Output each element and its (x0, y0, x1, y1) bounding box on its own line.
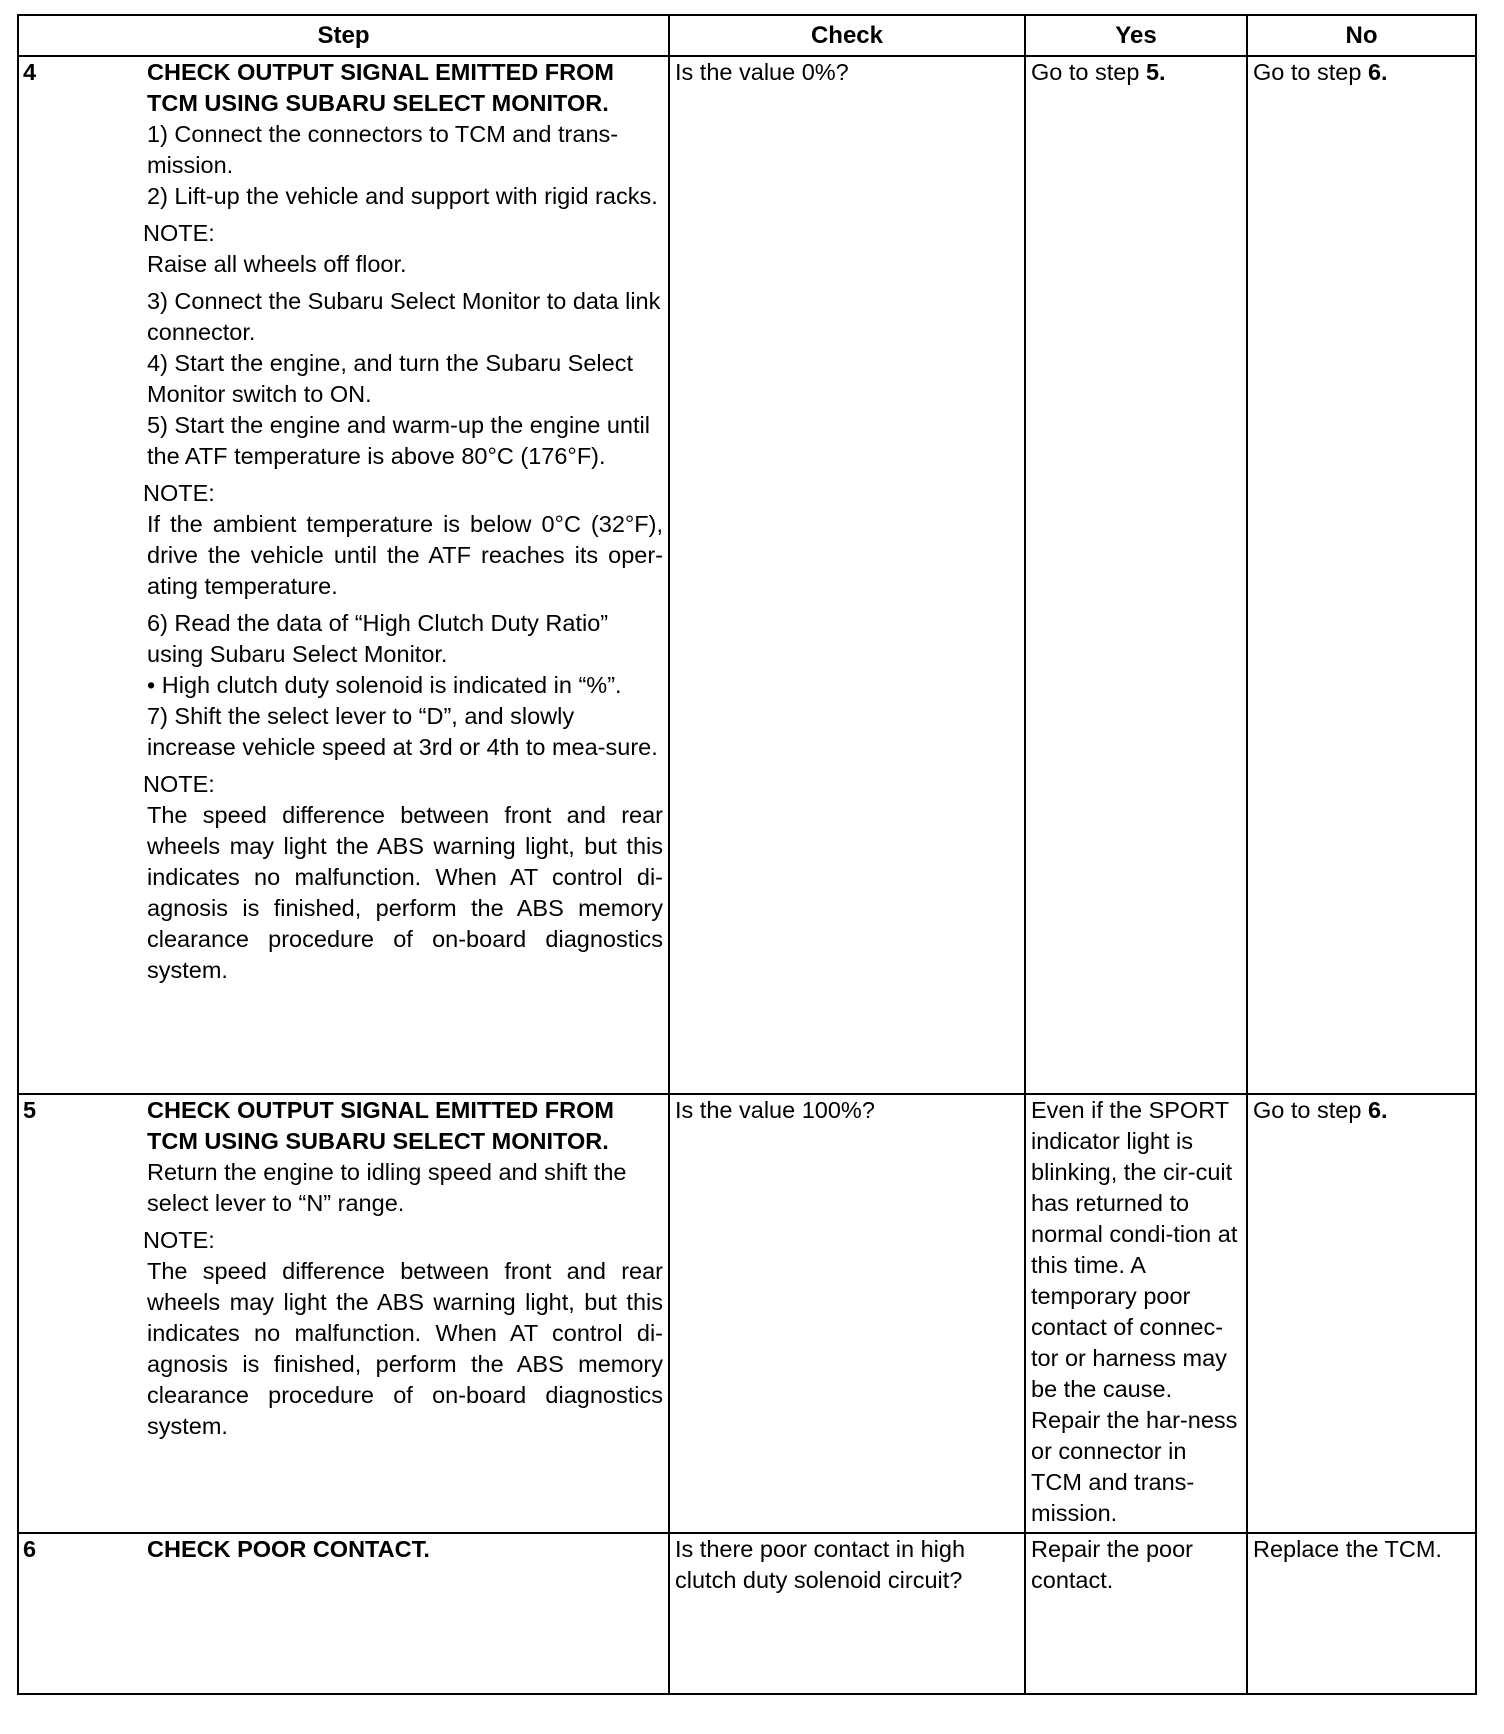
note-label: NOTE: (143, 220, 215, 246)
check-cell (669, 56, 1025, 1094)
yes-text: Even if the SPORT indicator light is blinking, the cir-cuit has returned to normal condi-tion at this time. A temporary poor contact of connec-tor or harness may be the cause. Repair the har-ness or connector in TCM and trans-mission. (1031, 1097, 1238, 1526)
no-text (1248, 57, 1475, 88)
step-number: 5 (23, 1097, 37, 1123)
yes-cell (1025, 1094, 1247, 1533)
step-cell (18, 56, 669, 1094)
note-label: NOTE: (143, 480, 215, 506)
step-title: CHECK OUTPUT SIGNAL EMITTED FROM TCM USING SUBARU SELECT MONITOR. (147, 59, 614, 116)
note-text: Raise all wheels off floor. (147, 251, 407, 277)
header-no: No (1247, 15, 1476, 56)
step-instruction: 1) Connect the connectors to TCM and trans-mission. (147, 121, 619, 178)
step-cell (18, 1533, 669, 1694)
note-label: NOTE: (143, 771, 215, 797)
note-text: The speed difference between front and rear wheels may light the ABS warning light, but this indicates no malfunction. When AT control di-agnosis is finished, perform the ABS memory clearance procedure of on-board diagnostics system. (147, 1258, 663, 1439)
table-header-row (18, 15, 1476, 56)
check-cell (669, 1533, 1025, 1694)
yes-text: Repair the poor contact. (1031, 1536, 1193, 1593)
header-step: Step (18, 15, 669, 56)
no-step-ref: 6. (1367, 1097, 1388, 1123)
no-text (1248, 1095, 1475, 1126)
step-instruction: 2) Lift-up the vehicle and support with rigid racks. (147, 183, 658, 209)
no-step-ref: 6. (1367, 59, 1388, 85)
note-label: NOTE: (143, 1227, 215, 1253)
table-row (18, 1094, 1476, 1533)
step-title: CHECK POOR CONTACT. (147, 1536, 430, 1562)
table-row (18, 56, 1476, 1094)
no-cell (1247, 1094, 1476, 1533)
note-text: The speed difference between front and rear wheels may light the ABS warning light, but this indicates no malfunction. When AT control di-agnosis is finished, perform the ABS memory clearance procedure of on-board diagnostics system. (147, 802, 663, 983)
no-cell (1247, 1533, 1476, 1694)
table-row (18, 1533, 1476, 1694)
step-number: 6 (23, 1536, 37, 1562)
step-instruction: 5) Start the engine and warm-up the engine until the ATF temperature is above 80°C (176°F). (147, 412, 650, 469)
step-instruction: 4) Start the engine, and turn the Subaru Select Monitor switch to ON. (147, 350, 633, 407)
note-text: If the ambient temperature is below 0°C (32°F), drive the vehicle until the ATF reaches its oper-ating temperature. (147, 511, 663, 599)
check-cell (669, 1094, 1025, 1533)
no-prefix: Go to step (1253, 59, 1368, 85)
step-title: CHECK OUTPUT SIGNAL EMITTED FROM TCM USING SUBARU SELECT MONITOR. (147, 1097, 614, 1154)
no-prefix: Go to step (1253, 1097, 1368, 1123)
check-text: Is there poor contact in high clutch duty solenoid circuit? (675, 1536, 966, 1593)
step-instruction: 6) Read the data of “High Clutch Duty Ratio” using Subaru Select Monitor. (147, 610, 609, 667)
yes-cell (1025, 56, 1247, 1094)
yes-prefix: Go to step (1031, 59, 1146, 85)
diagnostic-table (17, 14, 1477, 1695)
no-cell (1247, 56, 1476, 1094)
bullet-item: • High clutch duty solenoid is indicated in “%”. (147, 672, 622, 698)
step-instruction: 7) Shift the select lever to “D”, and slowly increase vehicle speed at 3rd or 4th to mea-sure. (147, 703, 658, 760)
no-text: Replace the TCM. (1253, 1536, 1442, 1562)
header-yes: Yes (1025, 15, 1247, 56)
header-check: Check (669, 15, 1025, 56)
check-text: Is the value 0%? (675, 59, 849, 85)
yes-step-ref: 5. (1145, 59, 1166, 85)
step-instruction: Return the engine to idling speed and shift the select lever to “N” range. (147, 1159, 627, 1216)
step-instruction: 3) Connect the Subaru Select Monitor to data link connector. (147, 288, 661, 345)
yes-cell (1025, 1533, 1247, 1694)
yes-text (1026, 57, 1246, 88)
step-cell (18, 1094, 669, 1533)
check-text: Is the value 100%? (675, 1097, 875, 1123)
step-number: 4 (23, 59, 37, 85)
